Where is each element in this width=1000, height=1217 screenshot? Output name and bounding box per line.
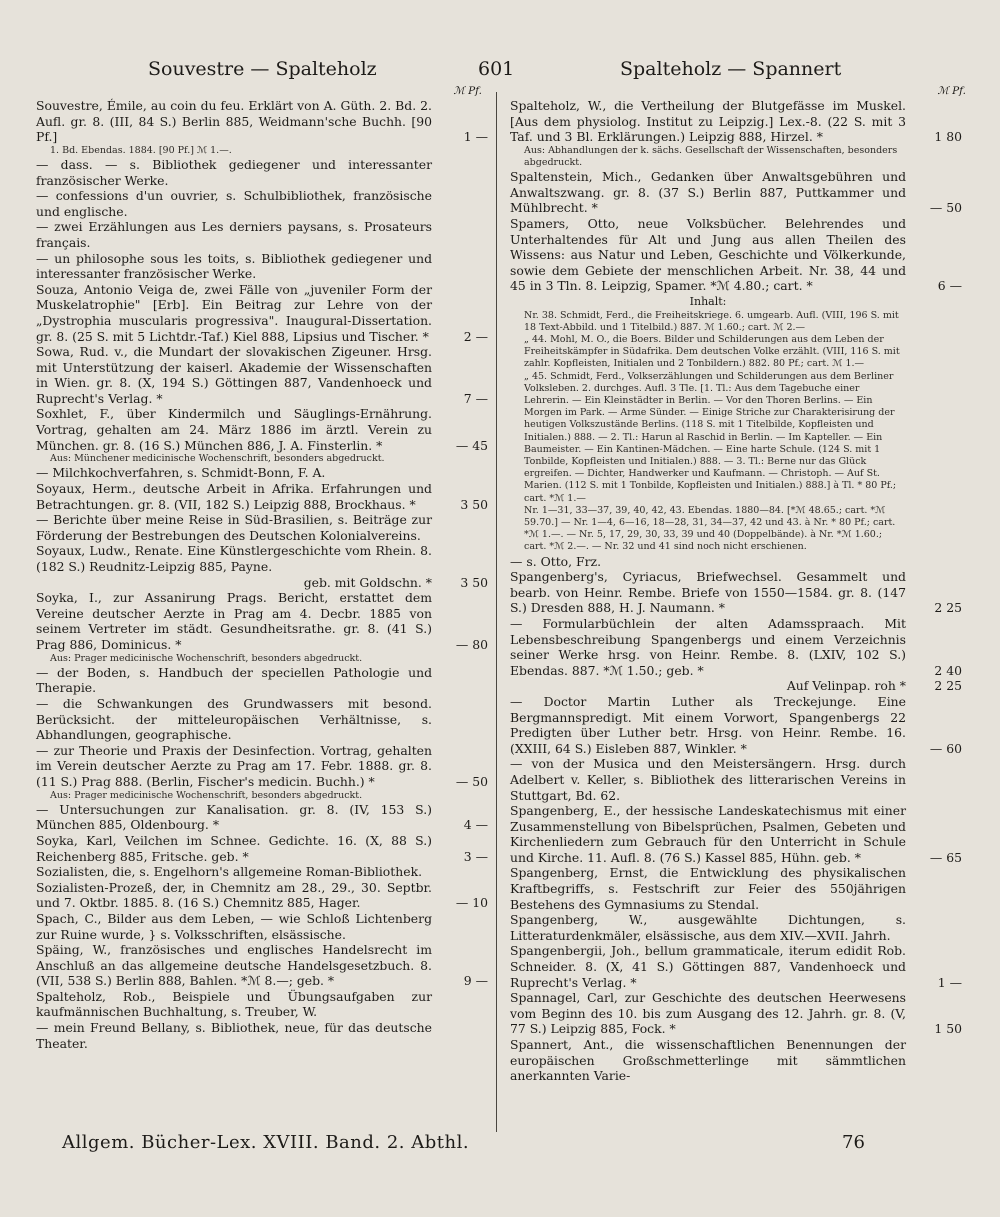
entry-price: 1 50: [934, 1021, 962, 1037]
catalog-entry: [36, 575, 488, 591]
catalog-entry: [510, 912, 962, 943]
entry-text: Soyka, Karl, Veilchen im Schnee. Gedichte. 16. (X, 88 S.) Reichenberg 885, Fritsche. geb. *: [36, 832, 432, 864]
left-entries: [36, 98, 488, 1051]
entry-price: 7 —: [463, 390, 488, 406]
catalog-entry: [36, 344, 488, 406]
catalog-entry: [36, 543, 488, 574]
entry-text: — confessions d'un ouvrier, s. Schulbibliothek, französische und englische.: [36, 188, 432, 219]
entry-price: 2 25: [934, 678, 962, 694]
catalog-entry: [36, 802, 488, 833]
entry-price: 1 80: [934, 129, 962, 145]
entry-price: — 50: [455, 773, 488, 789]
entry-text: — dass. — s. Bibliothek gediegener und interessanter französischer Werke.: [36, 156, 432, 188]
entry-text: Spannagel, Carl, zur Geschichte des deutschen Heerwesens vom Beginn des 10. bis zum Ausgang des 12. Jahrh. gr. 8. (V, 77 S.) Leipzig 885, Fock. *: [510, 990, 906, 1037]
entry-price: 2 40: [934, 662, 962, 678]
catalog-entry: [36, 188, 488, 219]
entry-text: — Doctor Martin Luther als Treckejunge. Eine Bergmannspredigt. Mit einem Vorwort, Spangenbergs 22 Predigten über Luther betr. Hrsg. von Heinr. Rembe. 16. (XXIII, 64 S.) Eisleben 887, Winkler. *: [510, 693, 906, 756]
entry-note: Aus: Abhandlungen der k. sächs. Gesellschaft der Wissenschaften, besonders abgedruckt.: [524, 144, 898, 168]
entry-price: 6 —: [937, 278, 962, 294]
column-divider: [496, 92, 497, 1132]
entry-text: Spangenberg, Ernst, die Entwicklung des physikalischen Kraftbegriffs, s. Festschrift zur Feier des 550jährigen Bestehens des Gymnasiums zu Stendal.: [510, 865, 906, 912]
catalog-entry: [36, 512, 488, 543]
entry-text: Soyaux, Ludw., Renate. Eine Künstlergeschichte vom Rhein. 8. (182 S.) Reudnitz-Leipzig 885, Payne.: [36, 543, 432, 575]
entry-text: — un philosophe sous les toits, s. Bibliothek gediegener und interessanter französischer Werke.: [36, 250, 432, 282]
entry-price: 1 —: [463, 129, 488, 145]
entry-note: „ 45. Schmidt, Ferd., Volkserzählungen und Schilderungen aus dem Berliner Volksleben. 2. durchges. Aufl. 3 Tle. [1. Tl.: Aus dem Tagebuche einer Lehrerin. — Ein Kleinstädter in Berlin. — Vor den Thoren Berlins. — Ein Morgen im Park. — Arme Sünder. — Einige Striche zur Charakterisirung der heutigen Volkszustände Berlins. (118 S. mit 1 Titelbilde, Kopfleisten und Initialen.) 888. — 2. Tl.: Harun al Raschid in Berlin. — Im Kapteller. — Ein Baumeister. — Ein Kantinen-Mädchen. — Eine harte Schule. (124 S. mit 1 Tonbilde, Kopfleisten und Initialen.) 888. — 3. Tl.: Berne nur das Glück ergreifen. — Dichter, Handwerker und Kaufmann. — Christoph. — Auf St. Marien. (112 S. mit 1 Tonbilde, Kopfleisten und Initialen.) 888.] à Tl. * 80 Pf.; cart. *ℳ 1.—: [524, 370, 897, 504]
catalog-entry: [36, 743, 488, 790]
entry-text: — mein Freund Bellany, s. Bibliothek, neue, für das deutsche Theater.: [36, 1020, 432, 1051]
catalog-entry: [36, 157, 488, 188]
catalog-entry: [36, 1020, 488, 1051]
entry-text: — die Schwankungen des Grundwassers mit besond. Berücksicht. der mitteleuropäischen Verhältnisse, s. Abhandlungen, geographische.: [36, 695, 432, 743]
contents-heading: Inhalt:: [689, 294, 727, 308]
entry-text: — der Boden, s. Handbuch der speciellen Pathologie und Therapie.: [36, 664, 432, 696]
entry-price: 2 —: [463, 328, 488, 344]
entry-text: geb. mit Goldschn. *: [303, 574, 432, 590]
catalog-entry: [510, 694, 962, 756]
entry-text: Sozialisten, die, s. Engelhorn's allgemeine Roman-Bibliothek.: [36, 864, 423, 880]
catalog-entry: [510, 216, 962, 294]
entry-text: Spangenberg, E., der hessische Landeskatechismus mit einer Zusammenstellung von Bibelsprüchen, Psalmen, Gebeten und Kirchenliedern zum Gebrauch für den Unterricht in Schule und Kirche. 11. Aufl. 8. (76 S.) Kassel 885, Hühn. geb. *: [510, 803, 906, 865]
page-footer: [0, 1132, 1000, 1162]
catalog-entry: [36, 696, 488, 743]
catalog-entry: [510, 616, 962, 678]
catalog-entry: [36, 219, 488, 250]
entry-note: Aus: Prager medicinische Wochenschrift, besonders abgedruckt.: [50, 789, 363, 801]
entry-text: Spangenberg, W., ausgewählte Dichtungen, s. Litteraturdenkmäler, elsässische, aus dem XIV.—XVII. Jahrh.: [510, 912, 906, 943]
right-entries: [510, 98, 962, 1084]
entry-text: Spaltenstein, Mich., Gedanken über Anwaltsgebühren und Anwaltszwang. gr. 8. (37 S.) Berlin 887, Puttkammer und Mühlbrecht. *: [510, 169, 906, 216]
entry-text: Sowa, Rud. v., die Mundart der slovakischen Zigeuner. Hrsg. mit Unterstützung der kaiserl. Akademie der Wissenschaften in Wien. gr. 8. (X, 194 S.) Göttingen 887, Vandenhoeck und Ruprecht's Verlag. *: [36, 344, 432, 406]
entry-price: 3 —: [463, 848, 488, 864]
entry-text: — Formularbüchlein der alten Adamsspraach. Mit Lebensbeschreibung Spangenbergs und einem Verzeichnis seiner Werke hrsg. von Heinr. Rembe. 8. (LXIV, 102 S.) Ebendas. 887. *ℳ 1.50.; geb. *: [510, 615, 906, 678]
catalog-entry: [36, 833, 488, 864]
running-head-right: Spalteholz — Spannert: [620, 58, 842, 80]
catalog-entry: [510, 756, 962, 803]
catalog-entry: [36, 481, 488, 512]
entry-text: Spannert, Ant., die wissenschaftlichen Benennungen der europäischen Großschmetterlinge mit sämmtlichen anerkannten Varie-: [510, 1037, 906, 1084]
catalog-entry: [36, 864, 488, 880]
entry-price: 4 —: [463, 817, 488, 833]
page-number: 601: [478, 58, 515, 80]
right-column: [510, 84, 966, 1084]
entry-text: — zwei Erzählungen aus Les derniers paysans, s. Prosateurs français.: [36, 219, 432, 250]
entry-text: — Milchkochverfahren, s. Schmidt-Bonn, F. A.: [36, 465, 326, 481]
entry-text: Spalteholz, W., die Vertheilung der Blutgefässe im Muskel. [Aus dem physiolog. Institut zu Leipzig.] Lex.-8. (22 S. mit 3 Taf. und 3 Bl. Erklärungen.) Leipzig 888, Hirzel. *: [510, 98, 906, 145]
entry-text: Sozialisten-Prozeß, der, in Chemnitz am 28., 29., 30. Septbr. und 7. Oktbr. 1885. 8. (16 S.) Chemnitz 885, Hager.: [36, 879, 432, 911]
catalog-entry: [510, 678, 962, 694]
signature-line: Allgem. Bücher-Lex. XVIII. Band. 2. Abthl.: [62, 1132, 470, 1153]
catalog-entry: [36, 989, 488, 1020]
entry-text: — zur Theorie und Praxis der Desinfection. Vortrag, gehalten im Verein deutscher Aerzte zu Prag am 17. Febr. 1888. gr. 8. (11 S.) Prag 888. (Berlin, Fischer's medicin. Buchh.) *: [36, 742, 432, 789]
entry-text: Spach, C., Bilder aus dem Leben, — wie Schloß Lichtenberg zur Ruine wurde, } s. Volksschriften, elsässische.: [36, 910, 432, 942]
catalog-entry: [36, 282, 488, 344]
catalog-entry: [36, 98, 488, 145]
entry-text: Soxhlet, F., über Kindermilch und Säuglings-Ernährung. Vortrag, gehalten am 24. März 1886 im ärztl. Verein zu München. gr. 8. (16 S.) München 886, J. A. Finsterlin. *: [36, 406, 432, 453]
entry-text: Souvestre, Émile, au coin du feu. Erklärt von A. Güth. 2. Bd. 2. Aufl. gr. 8. (III, 84 S.) Berlin 885, Weidmann'sche Buchh. [90 Pf.]: [36, 98, 432, 145]
catalog-entry: [36, 665, 488, 696]
catalog-entry: [36, 465, 488, 481]
entry-price: — 50: [929, 200, 962, 216]
catalog-entry: [36, 942, 488, 989]
entry-price: 3 50: [460, 574, 488, 590]
entry-price: — 80: [455, 637, 488, 652]
currency-unit-label: ℳ Pf.: [453, 85, 482, 97]
left-column: [36, 84, 488, 1051]
catalog-entry: [510, 865, 962, 912]
entry-text: — von der Musica und den Meistersängern. Hrsg. durch Adelbert v. Keller, s. Bibliothek des litterarischen Vereins in Stuttgart, Bd. 62.: [510, 756, 906, 803]
catalog-entry: [36, 406, 488, 453]
running-head-left: Souvestre — Spalteholz: [148, 58, 377, 80]
entry-text: Spangenbergii, Joh., bellum grammaticale, iterum edidit Rob. Schneider. 8. (X, 41 S.) Göttingen 887, Vandenhoeck und Ruprecht's Verlag. *: [510, 943, 906, 990]
catalog-entry: [510, 554, 962, 570]
entry-text: Soyaux, Herm., deutsche Arbeit in Afrika. Erfahrungen und Betrachtungen. gr. 8. (VII, 182 S.) Leipzig 888, Brockhaus. *: [36, 481, 432, 512]
entry-price: — 60: [929, 740, 962, 756]
entry-price: 3 50: [460, 496, 488, 512]
currency-unit-label: ℳ Pf.: [937, 85, 966, 97]
entry-note: 1. Bd. Ebendas. 1884. [90 Pf.] ℳ 1.—.: [50, 144, 232, 156]
catalog-entry: [36, 590, 488, 652]
entry-text: Souza, Antonio Veiga de, zwei Fälle von „juveniler Form der Muskelatrophie" [Erb]. Ein Beitrag zur Lehre von der „Dystrophia muscularis progressiva". Inaugural-Dissertation. gr. 8. (25 S. mit 5 Lichtdr.-Taf.) Kiel 888, Lipsius und Tischer. *: [36, 281, 432, 344]
entry-note: Aus: Prager medicinische Wochenschrift, besonders abgedruckt.: [50, 652, 363, 664]
entry-text: Spamers, Otto, neue Volksbücher. Belehrendes und Unterhaltendes für Alt und Jung aus allen Theilen des Wissens: aus Natur und Leben, Geschichte und Völkerkunde, sowie dem Gebiete der menschlichen Arbeit. Nr. 38, 44 und 45 in 3 Tln. 8. Leipzig, Spamer. *ℳ 4.80.; cart. *: [510, 215, 906, 294]
entry-text: Späing, W., französisches und englisches Handelsrecht im Anschluß an das allgemeine deutsche Handelsgesetzbuch. 8. (VII, 538 S.) Berlin 888, Bahlen. *ℳ 8.—; geb. *: [36, 942, 432, 989]
catalog-entry: [510, 569, 962, 616]
catalog-entry: [510, 990, 962, 1037]
catalog-entry: [510, 98, 962, 145]
entry-price: — 45: [455, 437, 488, 453]
entry-price: — 65: [929, 849, 962, 865]
entry-text: — Untersuchungen zur Kanalisation. gr. 8. (IV, 153 S.) München 885, Oldenbourg. *: [36, 801, 432, 833]
entry-text: — s. Otto, Frz.: [510, 553, 602, 569]
entry-note: Nr. 1—31, 33—37, 39, 40, 42, 43. Ebendas. 1880—84. [*ℳ 48.65.; cart. *ℳ 59.70.] — Nr. 1—4, 6—16, 18—28, 31, 34—37, 42 und 43. à Nr. * 80 Pf.; cart. *ℳ 1.—. — Nr. 5, 17, 29, 30, 33, 39 und 40 (Doppelbände). à Nr. *ℳ 1.60.; cart. *ℳ 2.—. — Nr. 32 und 41 sind noch nicht erschienen.: [524, 504, 896, 553]
entry-note: Nr. 38. Schmidt, Ferd., die Freiheitskriege. 6. umgearb. Aufl. (VIII, 196 S. mit 18 Text-Abbild. und 1 Titelbild.) 887. ℳ 1.60.; cart. ℳ 2.—: [524, 309, 899, 333]
entry-price: — 10: [455, 895, 488, 911]
entry-note: Aus: Münchener medicinische Wochenschrift, besonders abgedruckt.: [50, 453, 385, 465]
catalog-entry: [36, 880, 488, 911]
entry-text: Spalteholz, Rob., Beispiele und Übungsaufgaben zur kaufmännischen Buchhaltung, s. Treuber, W.: [36, 988, 432, 1020]
entry-text: — Berichte über meine Reise in Süd-Brasilien, s. Beiträge zur Förderung der Bestrebungen des Deutschen Kolonialvereins.: [36, 512, 432, 543]
entry-text: Soyka, I., zur Assanirung Prags. Bericht, erstattet dem Vereine deutscher Aerzte in Prag am 4. Decbr. 1885 von seinem Vertreter im städt. Gesundheitsrathe. gr. 8. (41 S.) Prag 886, Dominicus. *: [36, 590, 432, 652]
entry-price: 1 —: [937, 974, 962, 990]
entry-price: 2 25: [934, 600, 962, 616]
catalog-entry: [510, 943, 962, 990]
catalog-entry: [510, 169, 962, 216]
catalog-entry: [510, 1037, 962, 1084]
entry-note: „ 44. Mohl, M. O., die Boers. Bilder und Schilderungen aus dem Leben der Freiheitskämpfer in Südafrika. Dem deutschen Volke erzählt. (VIII, 116 S. mit zahlr. Kopfleisten, Initialen und 2 Tonbildern.) 882. 80 Pf.; cart. ℳ 1.—: [524, 333, 900, 370]
catalog-entry: [36, 251, 488, 282]
catalog-entry: [510, 803, 962, 865]
sheet-number: 76: [842, 1132, 865, 1153]
entry-text: Auf Velinpap. roh *: [786, 678, 906, 694]
catalog-entry: [36, 911, 488, 942]
entry-text: Spangenberg's, Cyriacus, Briefwechsel. Gesammelt und bearb. von Heinr. Rembe. Briefe von 1550—1584. gr. 8. (147 S.) Dresden 888, H. J. Naumann. *: [510, 569, 906, 616]
entry-price: 9 —: [463, 973, 488, 989]
